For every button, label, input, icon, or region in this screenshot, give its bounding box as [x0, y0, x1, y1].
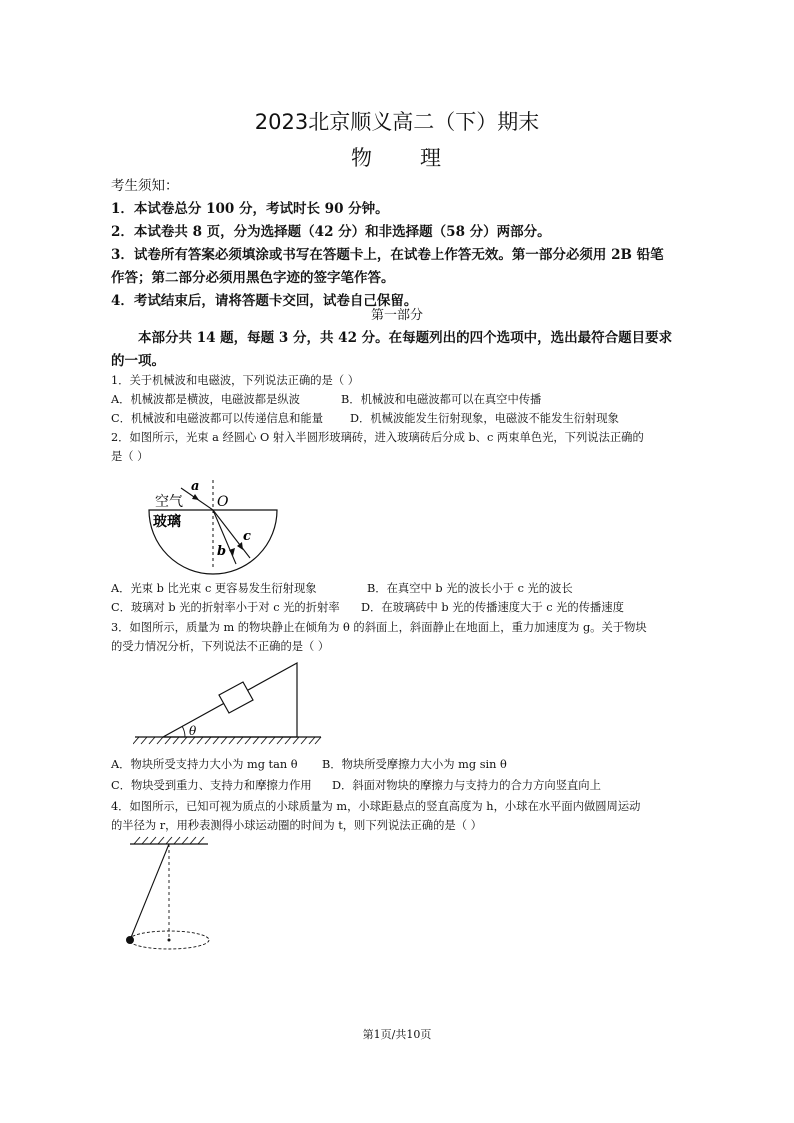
q1-option-b: B．机械波和电磁波都可以在真空中传播 [341, 393, 542, 406]
section-title: 第一部分 [370, 308, 423, 323]
q3-figure [133, 655, 328, 747]
q3-option-d: D．斜面对物块的摩擦力与支持力的合力方向竖直向上 [332, 779, 601, 792]
q2-option-b: B．在真空中 b 光的波长小于 c 光的波长 [367, 582, 573, 595]
q3-option-b: B．物块所受摩擦力大小为 mg sin θ [322, 758, 507, 771]
label-b: b [217, 544, 227, 559]
q2-figure [125, 468, 300, 578]
subject-char-2: 理 [420, 146, 443, 170]
notice-item-4: 4．考试结束后，请将答题卡交回，试卷自己保留。 [111, 293, 418, 309]
angle-arc [182, 726, 185, 737]
q2-option-a: A．光束 b 比光束 c 更容易发生衍射现象 [111, 582, 317, 595]
label-air: 空气 [155, 494, 183, 510]
label-a: a [191, 479, 200, 494]
string [130, 844, 169, 940]
q1-option-a: A．机械波都是横波，电磁波都是纵波 [111, 393, 300, 406]
ground-hatch [133, 737, 321, 744]
exam-title: 2023北京顺义高二（下）期末 [254, 110, 540, 134]
label-theta: θ [189, 724, 197, 738]
q1-option-d: D．机械波能发生衍射现象，电磁波不能发生衍射现象 [350, 412, 619, 425]
ball [126, 936, 134, 944]
notice-heading: 考生须知： [111, 178, 179, 194]
section-intro-1: 本部分共 14 题，每题 3 分，共 42 分。在每题列出的四个选项中，选出最符合题目要求 [138, 330, 673, 346]
notice-item-3: 3．试卷所有答案必须填涂或书写在答题卡上，在试卷上作答无效。第一部分必须用 2B 铅笔 [111, 247, 664, 263]
q2-stem-1: 2．如图所示，光束 a 经圆心 O 射入半圆形玻璃砖，进入玻璃砖后分成 b、c 两束单色光，下列说法正确的 [111, 431, 644, 444]
notice-item-1: 1．本试卷总分 100 分，考试时长 90 分钟。 [111, 201, 389, 217]
q3-option-a: A．物块所受支持力大小为 mg tan θ [111, 758, 298, 771]
arrow-a [192, 494, 199, 500]
section-intro-2: 的一项。 [111, 353, 165, 369]
block [219, 682, 253, 713]
q3-stem-1: 3．如图所示，质量为 m 的物块静止在倾角为 θ 的斜面上，斜面静止在地面上，重力加速度为 g。关于物块 [111, 621, 647, 634]
q1-stem: 1．关于机械波和电磁波，下列说法正确的是（ ） [111, 374, 360, 387]
label-glass: 玻璃 [153, 514, 181, 530]
q4-figure [120, 836, 220, 956]
q3-option-c: C．物块受到重力、支持力和摩擦力作用 [111, 779, 312, 792]
page-number: 第1页/共10页 [362, 1028, 432, 1041]
q2-stem-2: 是（ ） [111, 450, 149, 463]
center-point [168, 939, 171, 942]
label-c: c [243, 529, 251, 544]
q4-stem-1: 4．如图所示，已知可视为质点的小球质量为 m，小球距悬点的竖直高度为 h，小球在水平面内做圆周运动 [111, 800, 641, 813]
q3-stem-2: 的受力情况分析，下列说法不正确的是（ ） [111, 640, 330, 653]
q2-option-c: C．玻璃对 b 光的折射率小于对 c 光的折射率 [111, 601, 340, 614]
q4-stem-2: 的半径为 r，用秒表测得小球运动圈的时间为 t，则下列说法正确的是（ ） [111, 819, 482, 832]
subject-char-1: 物 [351, 146, 374, 170]
subject-title [0, 142, 794, 172]
label-o: O [217, 494, 229, 510]
notice-item-2: 2．本试卷共 8 页，分为选择题（42 分）和非选择题（58 分）两部分。 [111, 224, 551, 240]
ceiling-hatch [134, 837, 204, 844]
q1-option-c: C．机械波和电磁波都可以传递信息和能量 [111, 412, 323, 425]
q2-option-d: D．在玻璃砖中 b 光的传播速度大于 c 光的传播速度 [361, 601, 624, 614]
notice-item-3-cont: 作答；第二部分必须用黑色字迹的签字笔作答。 [111, 270, 395, 286]
